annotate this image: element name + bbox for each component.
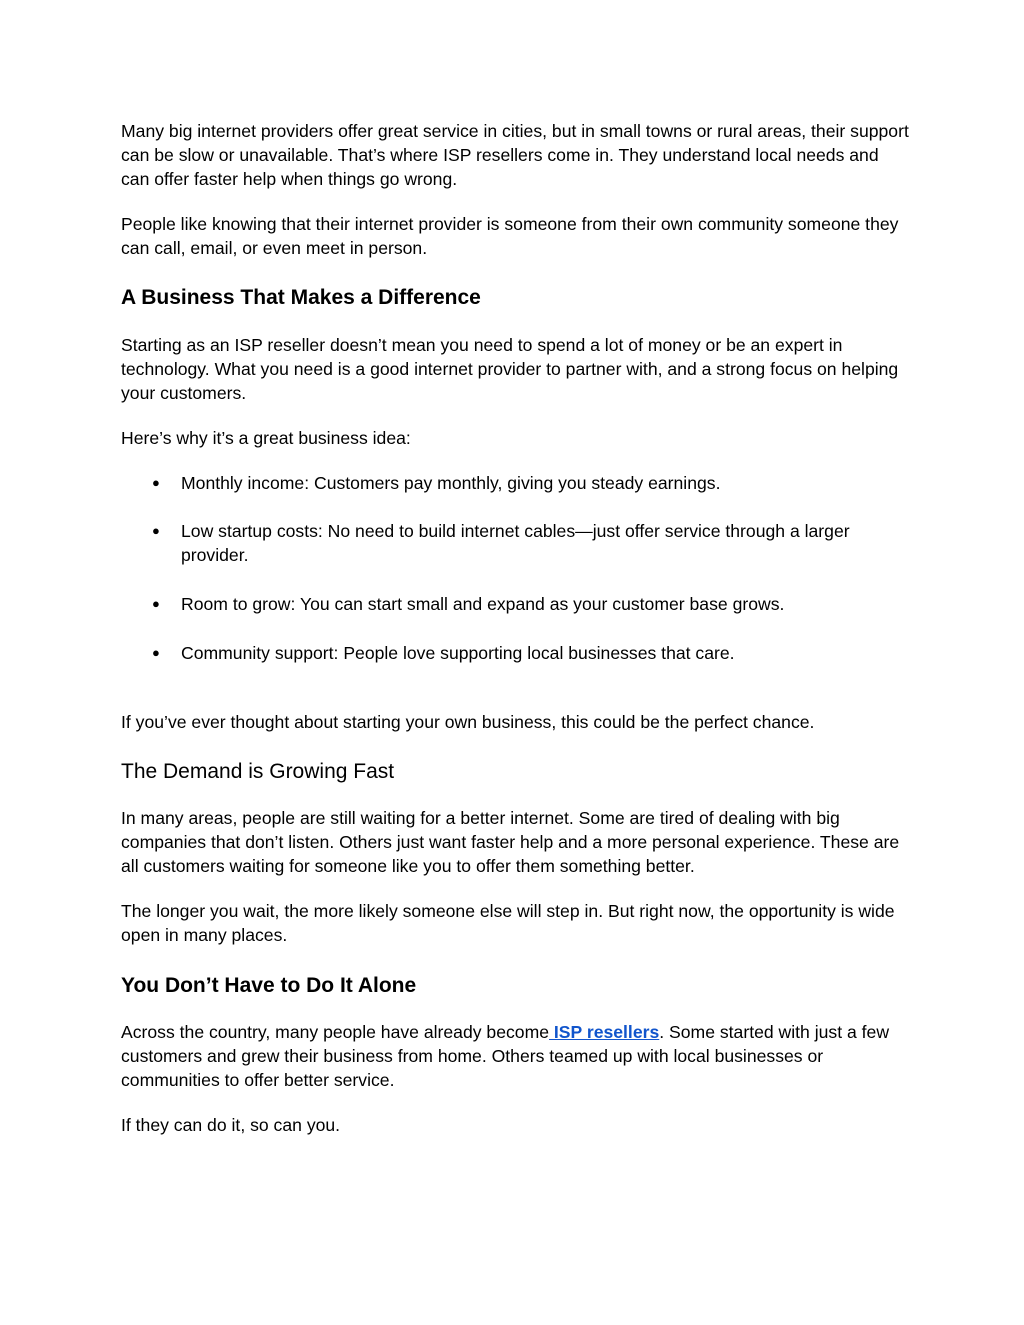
list-item-text: Community support: People love supporting local businesses that care. [181, 643, 735, 663]
heading-business-difference: A Business That Makes a Difference [121, 286, 481, 309]
resellers-text-before: Across the country, many people have already become [121, 1022, 550, 1042]
bullet-icon: ● [152, 523, 160, 538]
heading-demand-growing: The Demand is Growing Fast [121, 760, 395, 783]
demand-paragraph: In many areas, people are still waiting for a better internet. Some are tired of dealing with big companies that don’t listen. Others just want faster help and a more personal experience. These are all customers waiting for someone like you to offer them something better. [121, 808, 900, 877]
opportunity-paragraph: The longer you wait, the more likely someone else will step in. But right now, the opportunity is wide open in many places. [121, 901, 895, 946]
resellers-paragraph [121, 1020, 911, 1093]
closing-paragraph: If they can do it, so can you. [121, 1115, 341, 1135]
list-item-text: Monthly income: Customers pay monthly, giving you steady earnings. [181, 473, 721, 493]
bullet-icon: ● [152, 475, 160, 490]
starting-paragraph: Starting as an ISP reseller doesn’t mean you need to spend a lot of money or be an expert in technology. What you need is a good internet provider to partner with, and a strong focus on helping your customers. [121, 335, 899, 404]
isp-resellers-link[interactable]: ISP resellers [549, 1022, 660, 1042]
bullet-icon: ● [152, 645, 160, 660]
perfect-chance-paragraph: If you’ve ever thought about starting your own business, this could be the perfect chance. [121, 712, 815, 732]
heading-not-alone: You Don’t Have to Do It Alone [121, 974, 417, 997]
intro-paragraph: Many big internet providers offer great service in cities, but in small towns or rural areas, their support can be slow or unavailable. That’s where ISP resellers come in. They understand local needs and can offer faster help when things go wrong. [121, 121, 909, 190]
community-paragraph: People like knowing that their internet provider is someone from their own community someone they can call, email, or even meet in person. [121, 214, 899, 259]
list-item-text: Low startup costs: No need to build internet cables—just offer service through a larger provider. [181, 521, 850, 566]
resellers-text-after: . Some started with just a few customers and grew their business from home. Others teamed up with local businesses or communities to offer better service. [121, 1022, 890, 1091]
why-paragraph: Here’s why it’s a great business idea: [121, 428, 411, 448]
bullet-icon: ● [152, 596, 160, 611]
list-item-text: Room to grow: You can start small and expand as your customer base grows. [181, 594, 785, 614]
